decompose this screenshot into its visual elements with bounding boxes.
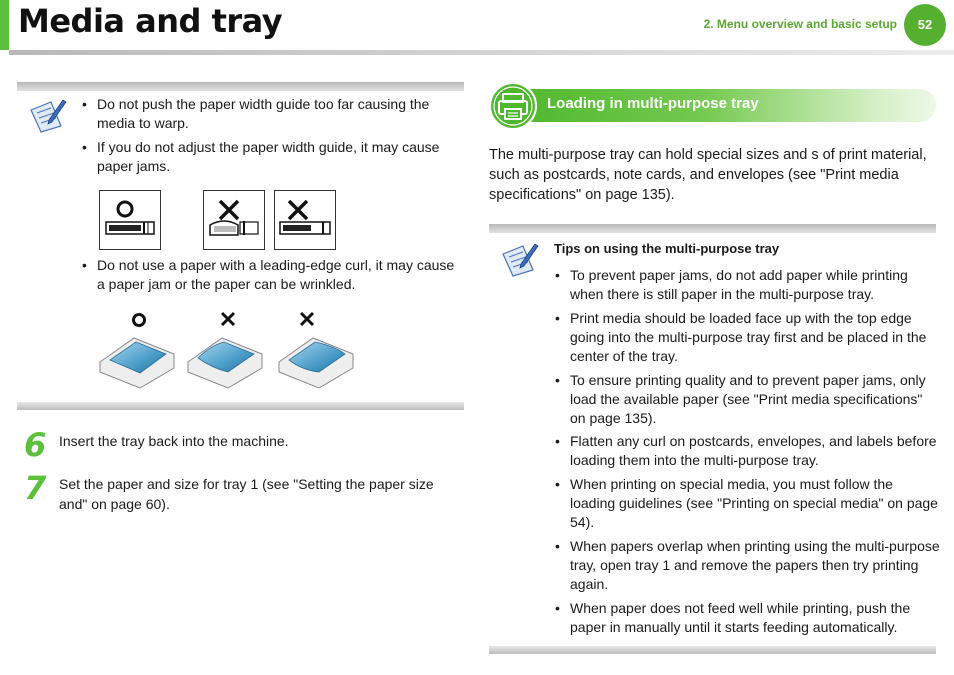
step-number: 7 [24, 469, 47, 507]
tips-bullet: • When paper does not feed well while printing, push the paper in manually until it starts feeding automatically. [555, 600, 911, 635]
tips-title: Tips on using the multi-purpose tray [554, 241, 780, 256]
note-bullet: • If you do not adjust the paper width guide, it may cause paper jams. [82, 139, 440, 174]
page-number-badge: 52 [904, 4, 946, 46]
tips-bullet: • Print media should be loaded face up with the top edge going into the multi-purpose tray first and be placed in the center of the tray. [555, 310, 927, 364]
note-panel-bottom-border [17, 402, 464, 410]
tips-panel-top-border [489, 224, 936, 233]
paper-curl-figure [98, 310, 360, 390]
note-bullet: • Do not use a paper with a leading-edge curl, it may cause a paper jam or the paper can be wrinkled. [82, 257, 455, 292]
guide-too-tight-figure [203, 190, 265, 250]
note-pencil-icon [27, 96, 69, 134]
header-accent-bar [0, 0, 9, 50]
header-divider [9, 50, 954, 55]
tips-panel-bottom-border [489, 646, 936, 654]
section-intro: The multi-purpose tray can hold special sizes and s of print material, such as postcards, note cards, and envelopes (see "Print media specifications" on page 135). [489, 147, 927, 203]
breadcrumb[interactable]: 2. Menu overview and basic setup [703, 17, 897, 31]
wrong-mark-icon [301, 313, 313, 325]
tips-bullet: • When papers overlap when printing using the multi-purpose tray, open tray 1 and remove the papers then try printing again. [555, 538, 940, 592]
step-number: 6 [24, 426, 47, 464]
step-text: Set the paper and size for tray 1 (see "Setting the paper size and" on page 60). [59, 476, 434, 512]
printer-icon [489, 82, 537, 130]
guide-correct-figure [99, 190, 161, 250]
note-bullet: • Do not push the paper width guide too far causing the media to warp. [82, 96, 430, 131]
correct-mark-icon [134, 315, 145, 326]
guide-too-loose-figure [274, 190, 336, 250]
tips-bullet: • When printing on special media, you must follow the loading guidelines (see "Printing on special media" on page 54). [555, 476, 938, 530]
note-panel-top-border [17, 82, 464, 91]
tips-bullet: • Flatten any curl on postcards, envelopes, and labels before loading them into the multi-purpose tray. [555, 433, 937, 468]
tips-bullet: • To ensure printing quality and to prevent paper jams, only load the available paper (see "Print media specifications" on page 135). [555, 372, 926, 426]
note-pencil-icon [499, 240, 541, 278]
step-text: Insert the tray back into the machine. [59, 433, 289, 449]
section-title: Loading in multi-purpose tray [547, 95, 759, 112]
tips-bullet: • To prevent paper jams, do not add paper while printing when there is still paper in the multi-purpose tray. [555, 267, 908, 302]
page-title: Media and tray [18, 2, 283, 40]
wrong-mark-icon [222, 313, 234, 325]
